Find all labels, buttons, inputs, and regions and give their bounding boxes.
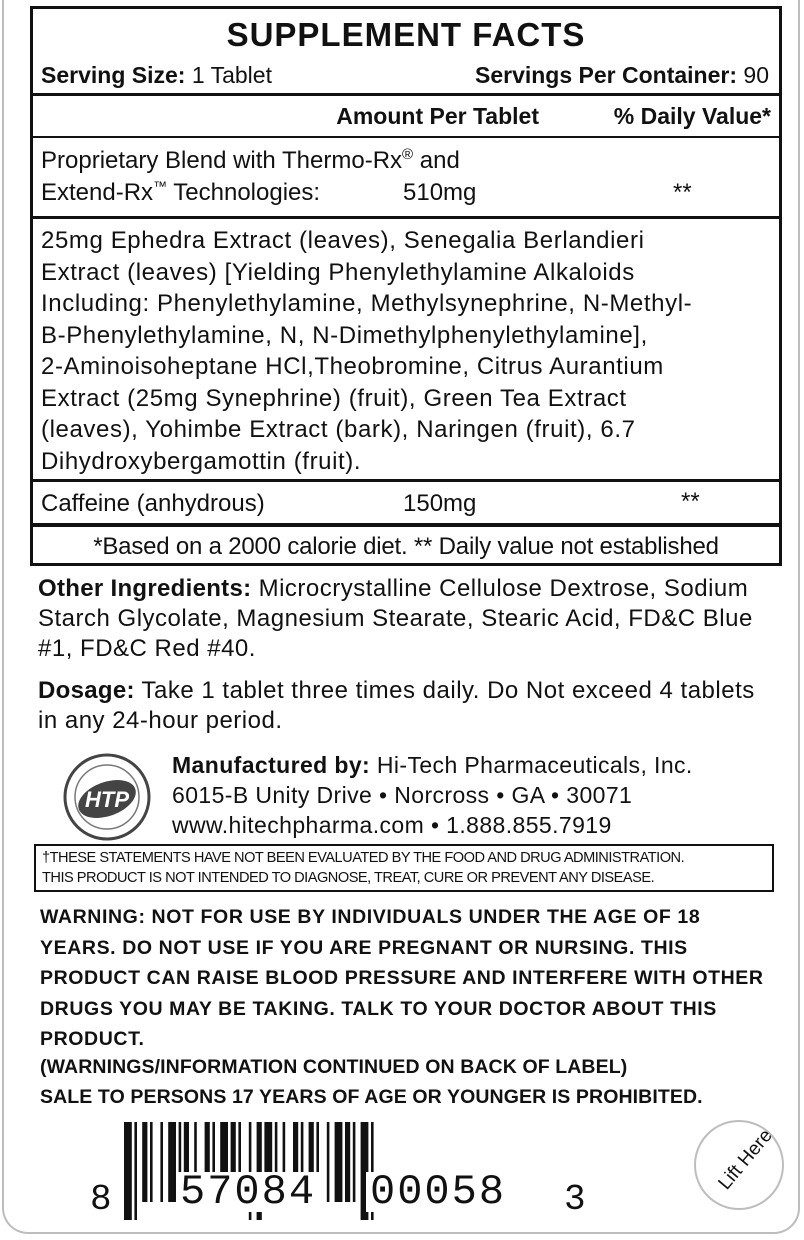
blend-amount: 510mg — [403, 179, 477, 206]
svg-text:HTP: HTP — [85, 787, 129, 812]
barcode-bar — [345, 1122, 350, 1202]
hitech-logo-icon — [62, 752, 152, 842]
other-ingredients: Other Ingredients: Microcrystalline Cellulose Dextrose, Sodium Starch Glycolate, Magnesium Stearate, Stearic Acid, FD&C Blue #1, FD&C Red #40. — [38, 575, 753, 662]
serving-size: Serving Size: 1 Tablet — [41, 62, 272, 88]
barcode-check-digit: 3 — [564, 1179, 586, 1220]
barcode-bar — [134, 1122, 137, 1220]
barcode-first-digit: 8 — [90, 1179, 112, 1220]
product-label — [2, 0, 800, 1234]
barcode-bar — [150, 1122, 153, 1202]
serving-row — [41, 61, 769, 89]
barcode-left-digits: 57084 — [176, 1172, 320, 1212]
ingredient-line: Dihydroxybergamottin (fruit). — [41, 447, 362, 475]
caffeine-daily-value: ** — [681, 488, 700, 515]
caffeine-row — [41, 487, 771, 521]
lift-here-tab[interactable] — [694, 1120, 784, 1210]
blend-line-1: Proprietary Blend with Thermo-Rx® and — [41, 146, 460, 174]
divider — [33, 136, 779, 138]
manufacturer-info — [172, 750, 762, 840]
barcode-bar — [160, 1122, 163, 1202]
ingredient-list — [41, 225, 771, 477]
divider-thick — [33, 523, 779, 527]
ingredient-line: 25mg Ephedra Extract (leaves), Senegalia Berlandieri — [41, 227, 645, 254]
ingredient-line: 2-Aminoisoheptane HCl,Theobromine, Citrus Aurantium — [41, 353, 664, 380]
facts-footnote: *Based on a 2000 calorie diet. ** Daily value not established — [93, 533, 719, 560]
barcode-bar — [124, 1122, 132, 1220]
ingredient-line: Extract (leaves) [Yielding Phenylethylamine Alkaloids — [41, 258, 635, 286]
supplement-facts-panel — [30, 6, 782, 566]
dosage: Dosage: Take 1 tablet three times daily. Do Not exceed 4 tablets in any 24-hour period. — [38, 677, 755, 734]
ingredient-line: B-Phenylethylamine, N, N-Dimethylphenylethylamine], — [41, 321, 648, 349]
divider-thick — [33, 479, 779, 482]
barcode-bar — [353, 1122, 356, 1202]
ingredient-line: Extract (25mg Synephrine) (fruit), Green Tea Extract — [41, 384, 627, 412]
barcode-bar — [142, 1122, 147, 1202]
amount-header-row — [33, 99, 771, 133]
amount-per-tablet-header: Amount Per Tablet — [336, 103, 539, 129]
manufacturer-address: 6015-B Unity Drive • Norcross • GA • 30071 — [172, 782, 633, 808]
proprietary-blend — [41, 145, 771, 209]
caffeine-amount: 150mg — [403, 490, 477, 517]
continued-notice: (WARNINGS/INFORMATION CONTINUED ON BACK OF LABEL) SALE TO PERSONS 17 YEARS OF AGE OR YOUNGER IS PROHIBITED. — [40, 1052, 784, 1112]
barcode-bar — [327, 1122, 330, 1202]
barcode-bar — [168, 1122, 176, 1202]
manufacturer-name: Manufactured by: Hi-Tech Pharmaceuticals, Inc. — [172, 752, 693, 778]
divider-thick — [33, 93, 779, 96]
blend-line-2: Extend-Rx™ Technologies: 510mg ** — [41, 177, 771, 209]
caffeine-name: Caffeine (anhydrous) — [41, 490, 265, 517]
barcode-bar — [335, 1122, 343, 1202]
daily-value-header: % Daily Value* — [613, 103, 771, 129]
divider-thick — [33, 216, 779, 219]
fda-disclaimer: †THESE STATEMENTS HAVE NOT BEEN EVALUATED BY THE FOOD AND DRUG ADMINISTRATION. THIS PRODUCT IS NOT INTENDED TO DIAGNOSE, TREAT, CURE OR PREVENT ANY DISEASE. — [34, 844, 774, 892]
sale-restriction: SALE TO PERSONS 17 YEARS OF AGE OR YOUNGER IS PROHIBITED. — [40, 1086, 703, 1108]
ingredient-line: Including: Phenylethylamine, Methylsynephrine, N-Methyl- — [41, 290, 693, 317]
warning-text: WARNING: NOT FOR USE BY INDIVIDUALS UNDER THE AGE OF 18 YEARS. DO NOT USE IF YOU ARE PREGNANT OR NURSING. THIS PRODUCT CAN RAISE BLOOD PRESSURE AND INTERFERE WITH OTHER DRUGS YOU MAY BE TAKING. TALK TO YOUR DOCTOR ABOUT THIS PRODUCT. — [40, 906, 764, 1050]
manufacturer-contact: www.hitechpharma.com • 1.888.855.7919 — [172, 812, 612, 838]
facts-title: SUPPLEMENT FACTS — [226, 16, 586, 53]
blend-daily-value: ** — [673, 179, 692, 206]
barcode-right-digits: 00058 — [366, 1172, 510, 1212]
lift-here-label: Lift Here — [714, 1125, 777, 1194]
barcode — [44, 1122, 764, 1228]
ingredient-line: (leaves), Yohimbe Extract (bark), Naringen (fruit), 6.7 — [41, 416, 636, 443]
servings-per-container: Servings Per Container: 90 — [474, 62, 769, 88]
